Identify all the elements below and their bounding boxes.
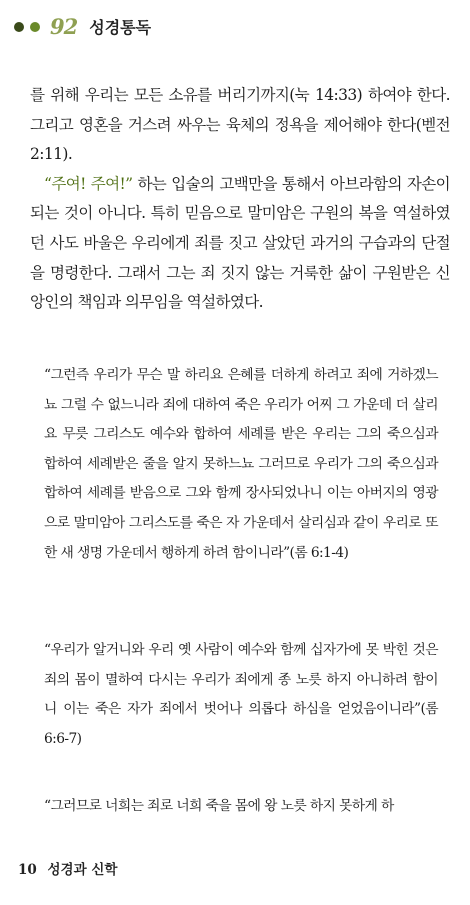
page-footer <box>18 858 117 878</box>
paragraph-2 <box>30 170 450 318</box>
page-number: 10 <box>18 862 37 878</box>
chapter-title: 성경통독 <box>89 18 152 37</box>
quote-text: “우리가 알거니와 우리 옛 사람이 예수와 함께 십자가에 못 박힌 것은 죄의 몸이 멸하여 다시는 우리가 죄에게 종 노릇 하지 아니하려 함이니 이는 죽은 자가 죄에서 벗어나 의롭다 하심을 얻었음이니라”(롬 6:6-7) <box>44 642 438 747</box>
quote-text: “그러므로 너희는 죄로 너희 죽을 몸에 왕 노릇 하지 못하게 하 <box>44 798 394 814</box>
quote-text: “그런즉 우리가 무슨 말 하리요 은혜를 더하게 하려고 죄에 거하겠느뇨 그럴 수 없느니라 죄에 대하여 죽은 우리가 어찌 그 가운데 더 살리요 무릇 그리스도 예수와 합하여 세례를 받은 우리는 그의 죽으심과 합하여 세례받은 줄을 알지 못하느뇨 그러므로 우리가 그의 죽으심과 합하여 세례를 받음으로 그와 함께 장사되었나니 이는 아버지의 영광으로 말미암아 그리스도를 죽은 자 가운데서 살리심과 같이 우리로 또한 새 생명 가운데서 행하게 하려 함이니라”(롬 6:1-4) <box>44 367 438 561</box>
body-text <box>30 81 450 318</box>
scripture-quote-3 <box>44 792 438 822</box>
book-title: 성경과 신학 <box>47 862 118 878</box>
chapter-header <box>14 14 151 39</box>
scripture-quote-2 <box>44 636 438 754</box>
bullet-dot-icon <box>30 22 40 32</box>
bullet-dot-icon <box>14 22 24 32</box>
paragraph-2-text: 하는 입술의 고백만을 통해서 아브라함의 자손이 되는 것이 아니다. 특히 믿음으로 말미암은 구원의 복을 역설하였던 사도 바울은 우리에게 죄를 짓고 살았던 과거의 구습과의 단절을 명령한다. 그래서 그는 죄 짓지 않는 거룩한 삶이 구원받은 신앙인의 책임과 의무임을 역설하였다. <box>30 174 450 312</box>
paragraph-1: 를 위해 우리는 모든 소유를 버리기까지(눅 14:33) 하여야 한다. 그리고 영혼을 거스려 싸우는 육체의 정욕을 제어해야 한다(벧전 2:11). <box>30 86 450 164</box>
highlighted-quote: “주여! 주여!” <box>44 174 133 193</box>
chapter-number: 92 <box>50 14 78 39</box>
scripture-quote-1 <box>44 361 438 568</box>
